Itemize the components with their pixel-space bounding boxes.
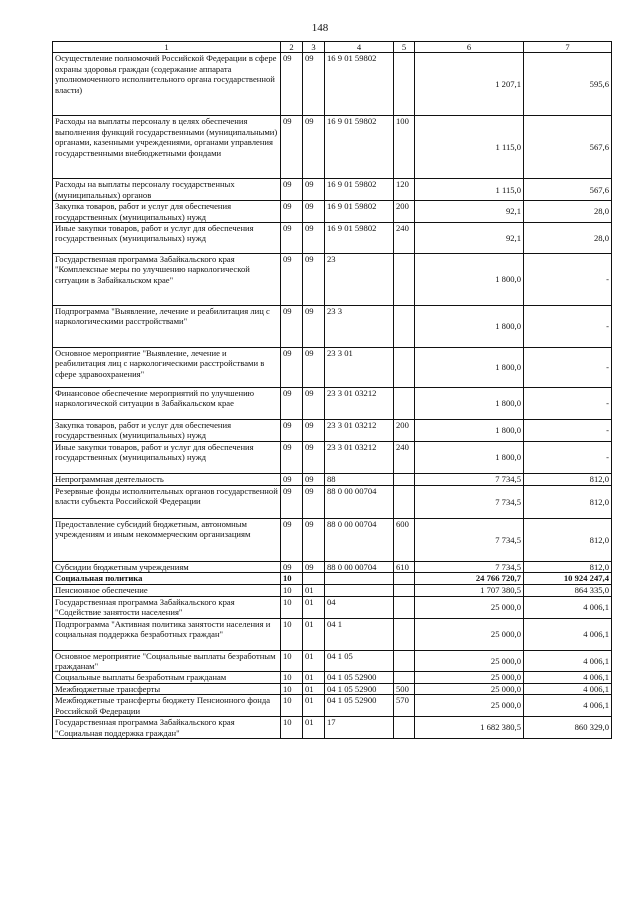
table-row <box>53 562 612 573</box>
row-subsection-cell: 09 <box>303 53 325 116</box>
row-target-article-cell: 23 3 01 03212 <box>325 442 394 474</box>
table-row <box>53 179 612 201</box>
row-target-article-cell: 88 <box>325 474 394 486</box>
row-target-article-cell: 17 <box>325 717 394 739</box>
row-executed-cell: 595,6 <box>524 53 612 116</box>
row-name-cell: Закупка товаров, работ и услуг для обеспечения государственных (муниципальных) нужд <box>53 420 281 442</box>
row-name-cell: Межбюджетные трансферты <box>53 683 281 694</box>
row-amount-cell: 7 734,5 <box>415 486 524 519</box>
row-section-cell: 09 <box>281 348 303 388</box>
row-expense-type-cell: 200 <box>394 420 415 442</box>
table-row <box>53 650 612 672</box>
table-row <box>53 519 612 562</box>
row-section-cell: 09 <box>281 53 303 116</box>
row-name-cell: Основное мероприятие "Социальные выплаты безработным гражданам" <box>53 650 281 672</box>
row-section-cell: 09 <box>281 486 303 519</box>
table-row <box>53 486 612 519</box>
row-amount-cell: 25 000,0 <box>415 672 524 683</box>
row-expense-type-cell <box>394 53 415 116</box>
row-subsection-cell: 09 <box>303 116 325 179</box>
table-row <box>53 201 612 223</box>
row-amount-cell: 1 115,0 <box>415 179 524 201</box>
row-subsection-cell: 01 <box>303 683 325 694</box>
row-name-cell: Подпрограмма "Выявление, лечение и реабилитация лиц с наркологическими расстройствами" <box>53 306 281 348</box>
table-row <box>53 254 612 306</box>
row-name-cell: Иные закупки товаров, работ и услуг для обеспечения государственных (муниципальных) нужд <box>53 223 281 254</box>
row-section-cell: 09 <box>281 562 303 573</box>
row-executed-cell: 4 006,1 <box>524 596 612 618</box>
row-name-cell: Межбюджетные трансферты бюджету Пенсионного фонда Российской Федерации <box>53 695 281 717</box>
row-subsection-cell: 09 <box>303 223 325 254</box>
table-row <box>53 388 612 420</box>
row-name-cell: Государственная программа Забайкальского края "Социальная поддержка граждан" <box>53 717 281 739</box>
row-amount-cell: 1 682 380,5 <box>415 717 524 739</box>
row-executed-cell: 812,0 <box>524 486 612 519</box>
table-row <box>53 348 612 388</box>
row-section-cell: 09 <box>281 420 303 442</box>
row-expense-type-cell <box>394 650 415 672</box>
row-executed-cell: 812,0 <box>524 562 612 573</box>
row-subsection-cell: 09 <box>303 420 325 442</box>
row-name-cell: Подпрограмма "Активная политика занятости населения и социальная поддержка безработных граждан" <box>53 618 281 650</box>
row-amount-cell: 1 800,0 <box>415 388 524 420</box>
row-target-article-cell: 04 1 05 52900 <box>325 695 394 717</box>
row-expense-type-cell <box>394 348 415 388</box>
row-amount-cell: 1 800,0 <box>415 348 524 388</box>
table-row <box>53 683 612 694</box>
row-section-cell: 09 <box>281 306 303 348</box>
row-section-cell: 10 <box>281 695 303 717</box>
row-target-article-cell: 23 3 01 <box>325 348 394 388</box>
table-row <box>53 618 612 650</box>
row-name-cell: Закупка товаров, работ и услуг для обеспечения государственных (муниципальных) нужд <box>53 201 281 223</box>
row-subsection-cell: 09 <box>303 348 325 388</box>
row-section-cell: 09 <box>281 442 303 474</box>
row-expense-type-cell: 610 <box>394 562 415 573</box>
row-executed-cell: 864 335,0 <box>524 584 612 596</box>
row-amount-cell: 7 734,5 <box>415 562 524 573</box>
row-name-cell: Финансовое обеспечение мероприятий по улучшению наркологической ситуации в Забайкальском крае <box>53 388 281 420</box>
row-expense-type-cell: 240 <box>394 223 415 254</box>
row-target-article-cell: 23 3 01 03212 <box>325 420 394 442</box>
row-amount-cell: 25 000,0 <box>415 596 524 618</box>
table-body <box>53 53 612 739</box>
row-target-article-cell: 16 9 01 59802 <box>325 201 394 223</box>
row-expense-type-cell <box>394 254 415 306</box>
row-target-article-cell: 04 1 05 52900 <box>325 672 394 683</box>
row-executed-cell: - <box>524 306 612 348</box>
row-expense-type-cell: 570 <box>394 695 415 717</box>
row-section-cell: 10 <box>281 650 303 672</box>
row-name-cell: Социальная политика <box>53 573 281 584</box>
row-expense-type-cell <box>394 672 415 683</box>
row-amount-cell: 25 000,0 <box>415 695 524 717</box>
row-name-cell: Социальные выплаты безработным гражданам <box>53 672 281 683</box>
row-amount-cell: 7 734,5 <box>415 519 524 562</box>
row-executed-cell: - <box>524 420 612 442</box>
header-cell: 1 <box>53 42 281 53</box>
row-subsection-cell: 09 <box>303 201 325 223</box>
row-executed-cell: 10 924 247,4 <box>524 573 612 584</box>
header-cell: 4 <box>325 42 394 53</box>
table-row <box>53 223 612 254</box>
row-amount-cell: 1 707 380,5 <box>415 584 524 596</box>
row-section-cell: 10 <box>281 573 303 584</box>
row-section-cell: 10 <box>281 618 303 650</box>
row-executed-cell: 567,6 <box>524 116 612 179</box>
row-amount-cell: 1 115,0 <box>415 116 524 179</box>
row-amount-cell: 92,1 <box>415 201 524 223</box>
table-row <box>53 573 612 584</box>
row-name-cell: Государственная программа Забайкальского края "Комплексные меры по улучшению наркологической ситуации в Забайкальском крае" <box>53 254 281 306</box>
row-expense-type-cell: 240 <box>394 442 415 474</box>
row-amount-cell: 1 800,0 <box>415 420 524 442</box>
row-target-article-cell: 16 9 01 59802 <box>325 223 394 254</box>
row-executed-cell: 4 006,1 <box>524 650 612 672</box>
row-expense-type-cell <box>394 474 415 486</box>
row-amount-cell: 1 800,0 <box>415 442 524 474</box>
header-cell: 6 <box>415 42 524 53</box>
row-section-cell: 09 <box>281 201 303 223</box>
row-expense-type-cell <box>394 306 415 348</box>
row-subsection-cell: 01 <box>303 672 325 683</box>
row-amount-cell: 1 207,1 <box>415 53 524 116</box>
row-expense-type-cell <box>394 596 415 618</box>
table-header-row <box>53 42 612 53</box>
row-subsection-cell: 09 <box>303 474 325 486</box>
budget-table <box>52 41 612 739</box>
row-subsection-cell: 09 <box>303 486 325 519</box>
row-subsection-cell: 09 <box>303 519 325 562</box>
row-subsection-cell: 09 <box>303 306 325 348</box>
row-expense-type-cell <box>394 717 415 739</box>
row-executed-cell: 28,0 <box>524 223 612 254</box>
row-amount-cell: 25 000,0 <box>415 618 524 650</box>
row-subsection-cell: 09 <box>303 388 325 420</box>
row-section-cell: 09 <box>281 223 303 254</box>
row-executed-cell: 567,6 <box>524 179 612 201</box>
row-expense-type-cell: 500 <box>394 683 415 694</box>
row-section-cell: 09 <box>281 519 303 562</box>
row-section-cell: 10 <box>281 717 303 739</box>
row-section-cell: 10 <box>281 584 303 596</box>
row-target-article-cell: 04 <box>325 596 394 618</box>
row-name-cell: Иные закупки товаров, работ и услуг для обеспечения государственных (муниципальных) нужд <box>53 442 281 474</box>
row-target-article-cell: 88 0 00 00704 <box>325 562 394 573</box>
table-row <box>53 53 612 116</box>
header-cell: 3 <box>303 42 325 53</box>
row-name-cell: Расходы на выплаты персоналу в целях обеспечения выполнения функций государственными (муниципальными) органами, казенными учреждениями, органами управления государственными внебюджетными фондами <box>53 116 281 179</box>
row-expense-type-cell <box>394 618 415 650</box>
table-row <box>53 474 612 486</box>
row-target-article-cell: 23 <box>325 254 394 306</box>
row-target-article-cell: 88 0 00 00704 <box>325 519 394 562</box>
row-name-cell: Субсидии бюджетным учреждениям <box>53 562 281 573</box>
row-amount-cell: 25 000,0 <box>415 683 524 694</box>
table-row <box>53 717 612 739</box>
row-amount-cell: 92,1 <box>415 223 524 254</box>
row-section-cell: 09 <box>281 254 303 306</box>
row-name-cell: Резервные фонды исполнительных органов государственной власти субъекта Российской Федерации <box>53 486 281 519</box>
row-amount-cell: 25 000,0 <box>415 650 524 672</box>
row-executed-cell: 860 329,0 <box>524 717 612 739</box>
row-expense-type-cell: 600 <box>394 519 415 562</box>
row-section-cell: 10 <box>281 683 303 694</box>
table-row <box>53 420 612 442</box>
row-target-article-cell: 04 1 <box>325 618 394 650</box>
row-section-cell: 09 <box>281 474 303 486</box>
row-name-cell: Предоставление субсидий бюджетным, автономным учреждениям и иным некоммерческим организациям <box>53 519 281 562</box>
row-executed-cell: 812,0 <box>524 519 612 562</box>
row-expense-type-cell <box>394 388 415 420</box>
table-row <box>53 306 612 348</box>
row-section-cell: 09 <box>281 179 303 201</box>
row-amount-cell: 1 800,0 <box>415 306 524 348</box>
row-name-cell: Расходы на выплаты персоналу государственных (муниципальных) органов <box>53 179 281 201</box>
row-subsection-cell: 01 <box>303 596 325 618</box>
row-target-article-cell: 04 1 05 52900 <box>325 683 394 694</box>
row-subsection-cell: 01 <box>303 695 325 717</box>
row-subsection-cell: 01 <box>303 717 325 739</box>
row-executed-cell: 4 006,1 <box>524 683 612 694</box>
row-expense-type-cell: 120 <box>394 179 415 201</box>
row-expense-type-cell: 100 <box>394 116 415 179</box>
row-section-cell: 10 <box>281 596 303 618</box>
table-row <box>53 584 612 596</box>
header-cell: 2 <box>281 42 303 53</box>
row-target-article-cell: 16 9 01 59802 <box>325 179 394 201</box>
row-executed-cell: 4 006,1 <box>524 618 612 650</box>
row-expense-type-cell <box>394 573 415 584</box>
row-subsection-cell <box>303 573 325 584</box>
row-executed-cell: - <box>524 348 612 388</box>
row-amount-cell: 1 800,0 <box>415 254 524 306</box>
row-target-article-cell: 16 9 01 59802 <box>325 53 394 116</box>
row-executed-cell: - <box>524 388 612 420</box>
row-executed-cell: 4 006,1 <box>524 695 612 717</box>
table-row <box>53 672 612 683</box>
page-number: 148 <box>311 22 329 34</box>
table-row <box>53 442 612 474</box>
header-cell: 5 <box>394 42 415 53</box>
row-section-cell: 09 <box>281 116 303 179</box>
row-executed-cell: - <box>524 254 612 306</box>
row-target-article-cell <box>325 573 394 584</box>
row-name-cell: Осуществление полномочий Российской Федерации в сфере охраны здоровья граждан (содержание аппарата уполномоченного исполнительного органа государственной власти) <box>53 53 281 116</box>
row-subsection-cell: 01 <box>303 584 325 596</box>
row-subsection-cell: 09 <box>303 562 325 573</box>
row-subsection-cell: 09 <box>303 442 325 474</box>
row-amount-cell: 24 766 720,7 <box>415 573 524 584</box>
row-subsection-cell: 01 <box>303 650 325 672</box>
row-section-cell: 09 <box>281 388 303 420</box>
row-subsection-cell: 09 <box>303 254 325 306</box>
row-target-article-cell: 88 0 00 00704 <box>325 486 394 519</box>
table-row <box>53 695 612 717</box>
row-target-article-cell: 16 9 01 59802 <box>325 116 394 179</box>
row-subsection-cell: 09 <box>303 179 325 201</box>
row-target-article-cell <box>325 584 394 596</box>
row-name-cell: Непрограммная деятельность <box>53 474 281 486</box>
row-subsection-cell: 01 <box>303 618 325 650</box>
row-executed-cell: 4 006,1 <box>524 672 612 683</box>
row-executed-cell: - <box>524 442 612 474</box>
row-expense-type-cell: 200 <box>394 201 415 223</box>
row-amount-cell: 7 734,5 <box>415 474 524 486</box>
row-section-cell: 10 <box>281 672 303 683</box>
table-row <box>53 596 612 618</box>
row-executed-cell: 812,0 <box>524 474 612 486</box>
row-expense-type-cell <box>394 486 415 519</box>
row-name-cell: Пенсионное обеспечение <box>53 584 281 596</box>
row-target-article-cell: 23 3 <box>325 306 394 348</box>
row-target-article-cell: 23 3 01 03212 <box>325 388 394 420</box>
row-name-cell: Основное мероприятие "Выявление, лечение и реабилитация лиц с наркологическими расстройствами в сфере здравоохранения" <box>53 348 281 388</box>
row-executed-cell: 28,0 <box>524 201 612 223</box>
header-cell: 7 <box>524 42 612 53</box>
table-row <box>53 116 612 179</box>
row-expense-type-cell <box>394 584 415 596</box>
row-target-article-cell: 04 1 05 <box>325 650 394 672</box>
row-name-cell: Государственная программа Забайкальского края "Содействие занятости населения" <box>53 596 281 618</box>
